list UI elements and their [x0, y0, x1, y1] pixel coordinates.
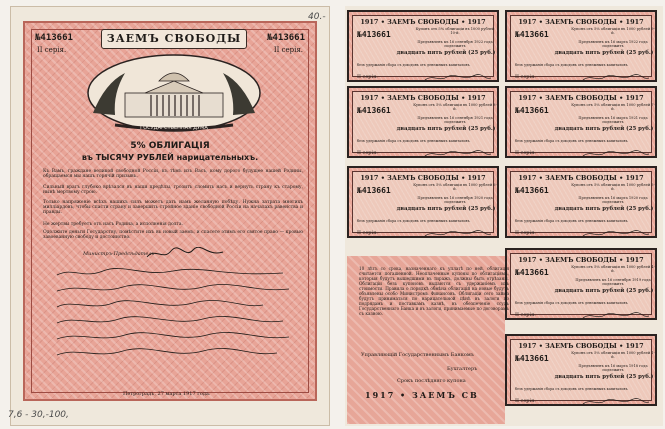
coupon-frame [352, 171, 497, 236]
coupon-footnote: безъ удержанія сбора съ доходовъ отъ денежныхъ капиталовъ. [515, 301, 629, 305]
coupon-sheet [345, 6, 663, 426]
duma-building-vignette [85, 53, 263, 133]
coupon-serial: №413661 [357, 106, 391, 115]
pencil-price-note: 40.- [308, 12, 326, 22]
coupon-title: 1917 • ЗАЕМЪ СВОБОДЫ • 1917 [360, 94, 486, 102]
coupon-description: Купонъ отъ 5% облигаціи въ 1000 рублей 4-й. [571, 265, 655, 274]
minister-signatures [53, 267, 293, 363]
coupon [347, 166, 499, 238]
coupon-series: II серія. [515, 150, 536, 156]
place-date: Петроградъ, 27 марта 1917 года. [123, 391, 211, 397]
coupon-description: Купонъ отъ 5% облигаціи въ 1000 рублей 8-й. [413, 103, 497, 112]
bond-heading-percent: 5% ОБЛИГАЦІЯ [130, 141, 210, 151]
serial-number-right: №413661 [267, 33, 305, 43]
loan-title-banner [101, 29, 247, 49]
accountant-label: Бухгалтеръ [447, 366, 478, 372]
bond-paragraph: Одолжите деньги Государству, помѣстите ихъ въ новый заемъ, и спасете этимъ его святое право — кровью завоеванную свободу и достоинство. [43, 230, 303, 241]
coupon-amount: двадцать пять рублей (25 руб.) [554, 288, 654, 294]
bond-paragraph: Не жертвы требуетъ отъ насъ Родина, а исполненія долга. [43, 222, 183, 227]
coupon-signature [423, 74, 493, 82]
coupon-due-date: Предъявленъ къ 16 сентября 1922 года подлежитъ [417, 40, 493, 49]
coupon-due-date: Предъявленъ къ 16 сентября 1919 года подлежитъ [575, 278, 651, 287]
coupon-description: Купонъ отъ 5% облигаціи въ 1000 рублей 10-й. [415, 27, 495, 36]
signature-chairman [145, 247, 225, 261]
coupon-signature [581, 398, 651, 406]
bank-manager-label: Управляющій Государственнымъ Банкомъ [361, 352, 474, 358]
coupon-title: 1917 • ЗАЕМЪ СВОБОДЫ • 1917 [518, 256, 644, 264]
coupon-due-date: Предъявленъ къ 16 марта 1918 года подлежитъ [578, 364, 648, 373]
minister-chairman-label: Министръ-Предсѣдатель [83, 251, 155, 257]
coupon-series: II серія. [515, 312, 536, 318]
coupon-signature [581, 150, 651, 158]
coupon-frame [352, 91, 497, 156]
coupon-due-date: Предъявленъ къ 16 марта 1921 года подлежитъ [578, 116, 648, 125]
bond-heading-amount: въ ТЫСЯЧУ РУБЛЕЙ нарицательныхъ. [81, 153, 259, 162]
coupon-footnote: безъ удержанія сбора съ доходовъ отъ денежныхъ капиталовъ. [515, 219, 629, 223]
coupon-due-date: Предъявленъ къ 16 сентября 1921 года подлежитъ [417, 116, 493, 125]
coupon-signature [581, 74, 651, 82]
coupon-serial: №413661 [515, 354, 549, 363]
coupon-series: II серія. [515, 230, 536, 236]
coupon-frame [352, 15, 496, 80]
coupon-serial: №413661 [515, 268, 549, 277]
series-label-right: II серія. [273, 46, 303, 54]
loan-title-text: ЗАЕМЪ СВОБОДЫ [106, 32, 242, 45]
bond-terms-stub [347, 256, 509, 424]
coupon-serial: №413661 [515, 106, 549, 115]
coupon-signature [423, 230, 493, 238]
coupon-footnote: безъ удержанія сбора съ доходовъ отъ денежныхъ капиталовъ. [515, 63, 629, 67]
coupon-frame [510, 339, 655, 404]
coupon [347, 10, 499, 82]
bond-face-sheet [10, 6, 330, 426]
coupon-signature [423, 150, 493, 158]
coupon-description: Купонъ отъ 5% облигаціи въ 1000 рублей 7-й. [571, 103, 655, 112]
coupon-amount: двадцать пять рублей (25 руб.) [396, 126, 496, 132]
coupon-footnote: безъ удержанія сбора съ доходовъ отъ денежныхъ капиталовъ. [357, 219, 471, 223]
coupon-serial: №413661 [357, 186, 391, 195]
coupon-frame [510, 91, 655, 156]
coupon-title: 1917 • ЗАЕМЪ СВОБОДЫ • 1917 [518, 18, 644, 26]
coupon-frame [510, 171, 655, 236]
coupon-description: Купонъ отъ 5% облигаціи въ 1000 рублей 9-й. [571, 27, 655, 36]
coupon-description: Купонъ отъ 5% облигаціи въ 1000 рублей 6-й. [413, 183, 497, 192]
coupon-title: 1917 • ЗАЕМЪ СВОБОДЫ • 1917 [518, 94, 644, 102]
coupon-signature [581, 230, 651, 238]
bond-paragraph: Къ Вамъ, граждане великой свободной Россіи, къ тѣмъ изъ Васъ, кому дорого будущее нашей Родины, обращаемся мы нашъ горячій призывъ. [43, 169, 303, 180]
coupon [505, 86, 657, 158]
pencil-catalog-note: 7,6 - 30,-100, [8, 410, 69, 420]
coupon-amount: двадцать пять рублей (25 руб.) [396, 206, 496, 212]
coupon-series: II серія. [515, 74, 536, 80]
coupon-amount: двадцать пять рублей (25 руб.) [554, 374, 654, 380]
coupon-title: 1917 • ЗАЕМЪ СВОБОДЫ • 1917 [518, 174, 644, 182]
bond-guilloche-field [23, 21, 317, 401]
coupon-series: II серія. [357, 150, 378, 156]
coupon [505, 10, 657, 82]
coupon [505, 166, 657, 238]
coupon-frame [510, 253, 655, 318]
coupon-description: Купонъ отъ 5% облигаціи въ 1000 рублей 5-й. [571, 183, 655, 192]
loan-title-large: 1917 • ЗАЕМЪ СВ [365, 390, 479, 400]
serial-number-left: №413661 [35, 33, 73, 43]
coupon-serial: №413661 [357, 30, 391, 39]
coupon-footnote: безъ удержанія сбора съ доходовъ отъ денежныхъ капиталовъ. [357, 139, 471, 143]
bond-paragraph: Сильный врагъ глубоко врѣзался въ наши предѣлы, грозитъ сломить насъ и вернуть страну къ старому, нынѣ мертвому строю. [43, 185, 303, 196]
coupon-serial: №413661 [515, 186, 549, 195]
coupon-serial: №413661 [515, 30, 549, 39]
coupon-due-date: Предъявленъ къ 16 сентября 1920 года подлежитъ [417, 196, 493, 205]
coupon-due-date: Предъявленъ къ 16 марта 1920 года подлежитъ [578, 196, 648, 205]
coupon-title: 1917 • ЗАЕМЪ СВОБОДЫ • 1917 [360, 174, 486, 182]
bond-terms-text: 10 лѣтъ со срока, назначеннаго къ уплатѣ по ней, облигація считается погашенной. Неоплаченные купоны по облигаціямъ, которыя будутъ вышедшими въ тиражъ, должны быть отрѣзаны. Облигаціи безъ купоновъ выдаются съ удержаніемъ ихъ стоимости. Правила о порядкѣ обмѣна облигацій на новые будутъ объявлены особо Министромъ Финансовъ. Облигаціи сего займа будутъ приниматься по нарицательной цѣнѣ въ залоги по подрядамъ и поставкамъ казнѣ, въ обезпеченіе ссудъ Государственнаго Банка и въ залоги, принимаемые по договорамъ съ казною. [359, 266, 509, 317]
coupon [505, 248, 657, 320]
coupon-amount: двадцать пять рублей (25 руб.) [396, 50, 496, 56]
coupon-series: II серія. [515, 398, 536, 404]
coupon-amount: двадцать пять рублей (25 руб.) [554, 126, 654, 132]
coupon-footnote: безъ удержанія сбора съ доходовъ отъ денежныхъ капиталовъ. [515, 139, 629, 143]
coupon-footnote: безъ удержанія сбора съ доходовъ отъ денежныхъ капиталовъ. [515, 387, 629, 391]
coupon-title: 1917 • ЗАЕМЪ СВОБОДЫ • 1917 [518, 342, 644, 350]
building-caption: ГОСУДАРСТВЕННАЯ ДУМА [140, 125, 208, 131]
series-label-left: II серія. [37, 46, 67, 54]
coupon-amount: двадцать пять рублей (25 руб.) [554, 206, 654, 212]
coupon-frame [510, 15, 655, 80]
coupon-series: II серія. [357, 230, 378, 236]
coupon [347, 86, 499, 158]
coupon-due-date: Предъявленъ къ 16 марта 1922 года подлежитъ [578, 40, 648, 49]
coupon-description: Купонъ отъ 5% облигаціи въ 1000 рублей 1-й. [571, 351, 655, 360]
coupon-footnote: безъ удержанія сбора съ доходовъ отъ денежныхъ капиталовъ. [357, 63, 471, 67]
last-coupon-term: Срокъ послѣдняго купона [397, 378, 466, 384]
coupon-title: 1917 • ЗАЕМЪ СВОБОДЫ • 1917 [360, 18, 486, 26]
coupon-amount: двадцать пять рублей (25 руб.) [554, 50, 654, 56]
coupon-signature [581, 312, 651, 320]
coupon-series: II серія. [357, 74, 378, 80]
bond-paragraph: Только напряженіе всѣхъ нашихъ силъ можетъ дать намъ желанную побѣду. Нужна затрата многихъ милліардовъ, чтобы спасти страну и завершить стройное зданіе свободной Россіи на началахъ равенства и правды. [43, 200, 303, 216]
coupon [505, 334, 657, 406]
